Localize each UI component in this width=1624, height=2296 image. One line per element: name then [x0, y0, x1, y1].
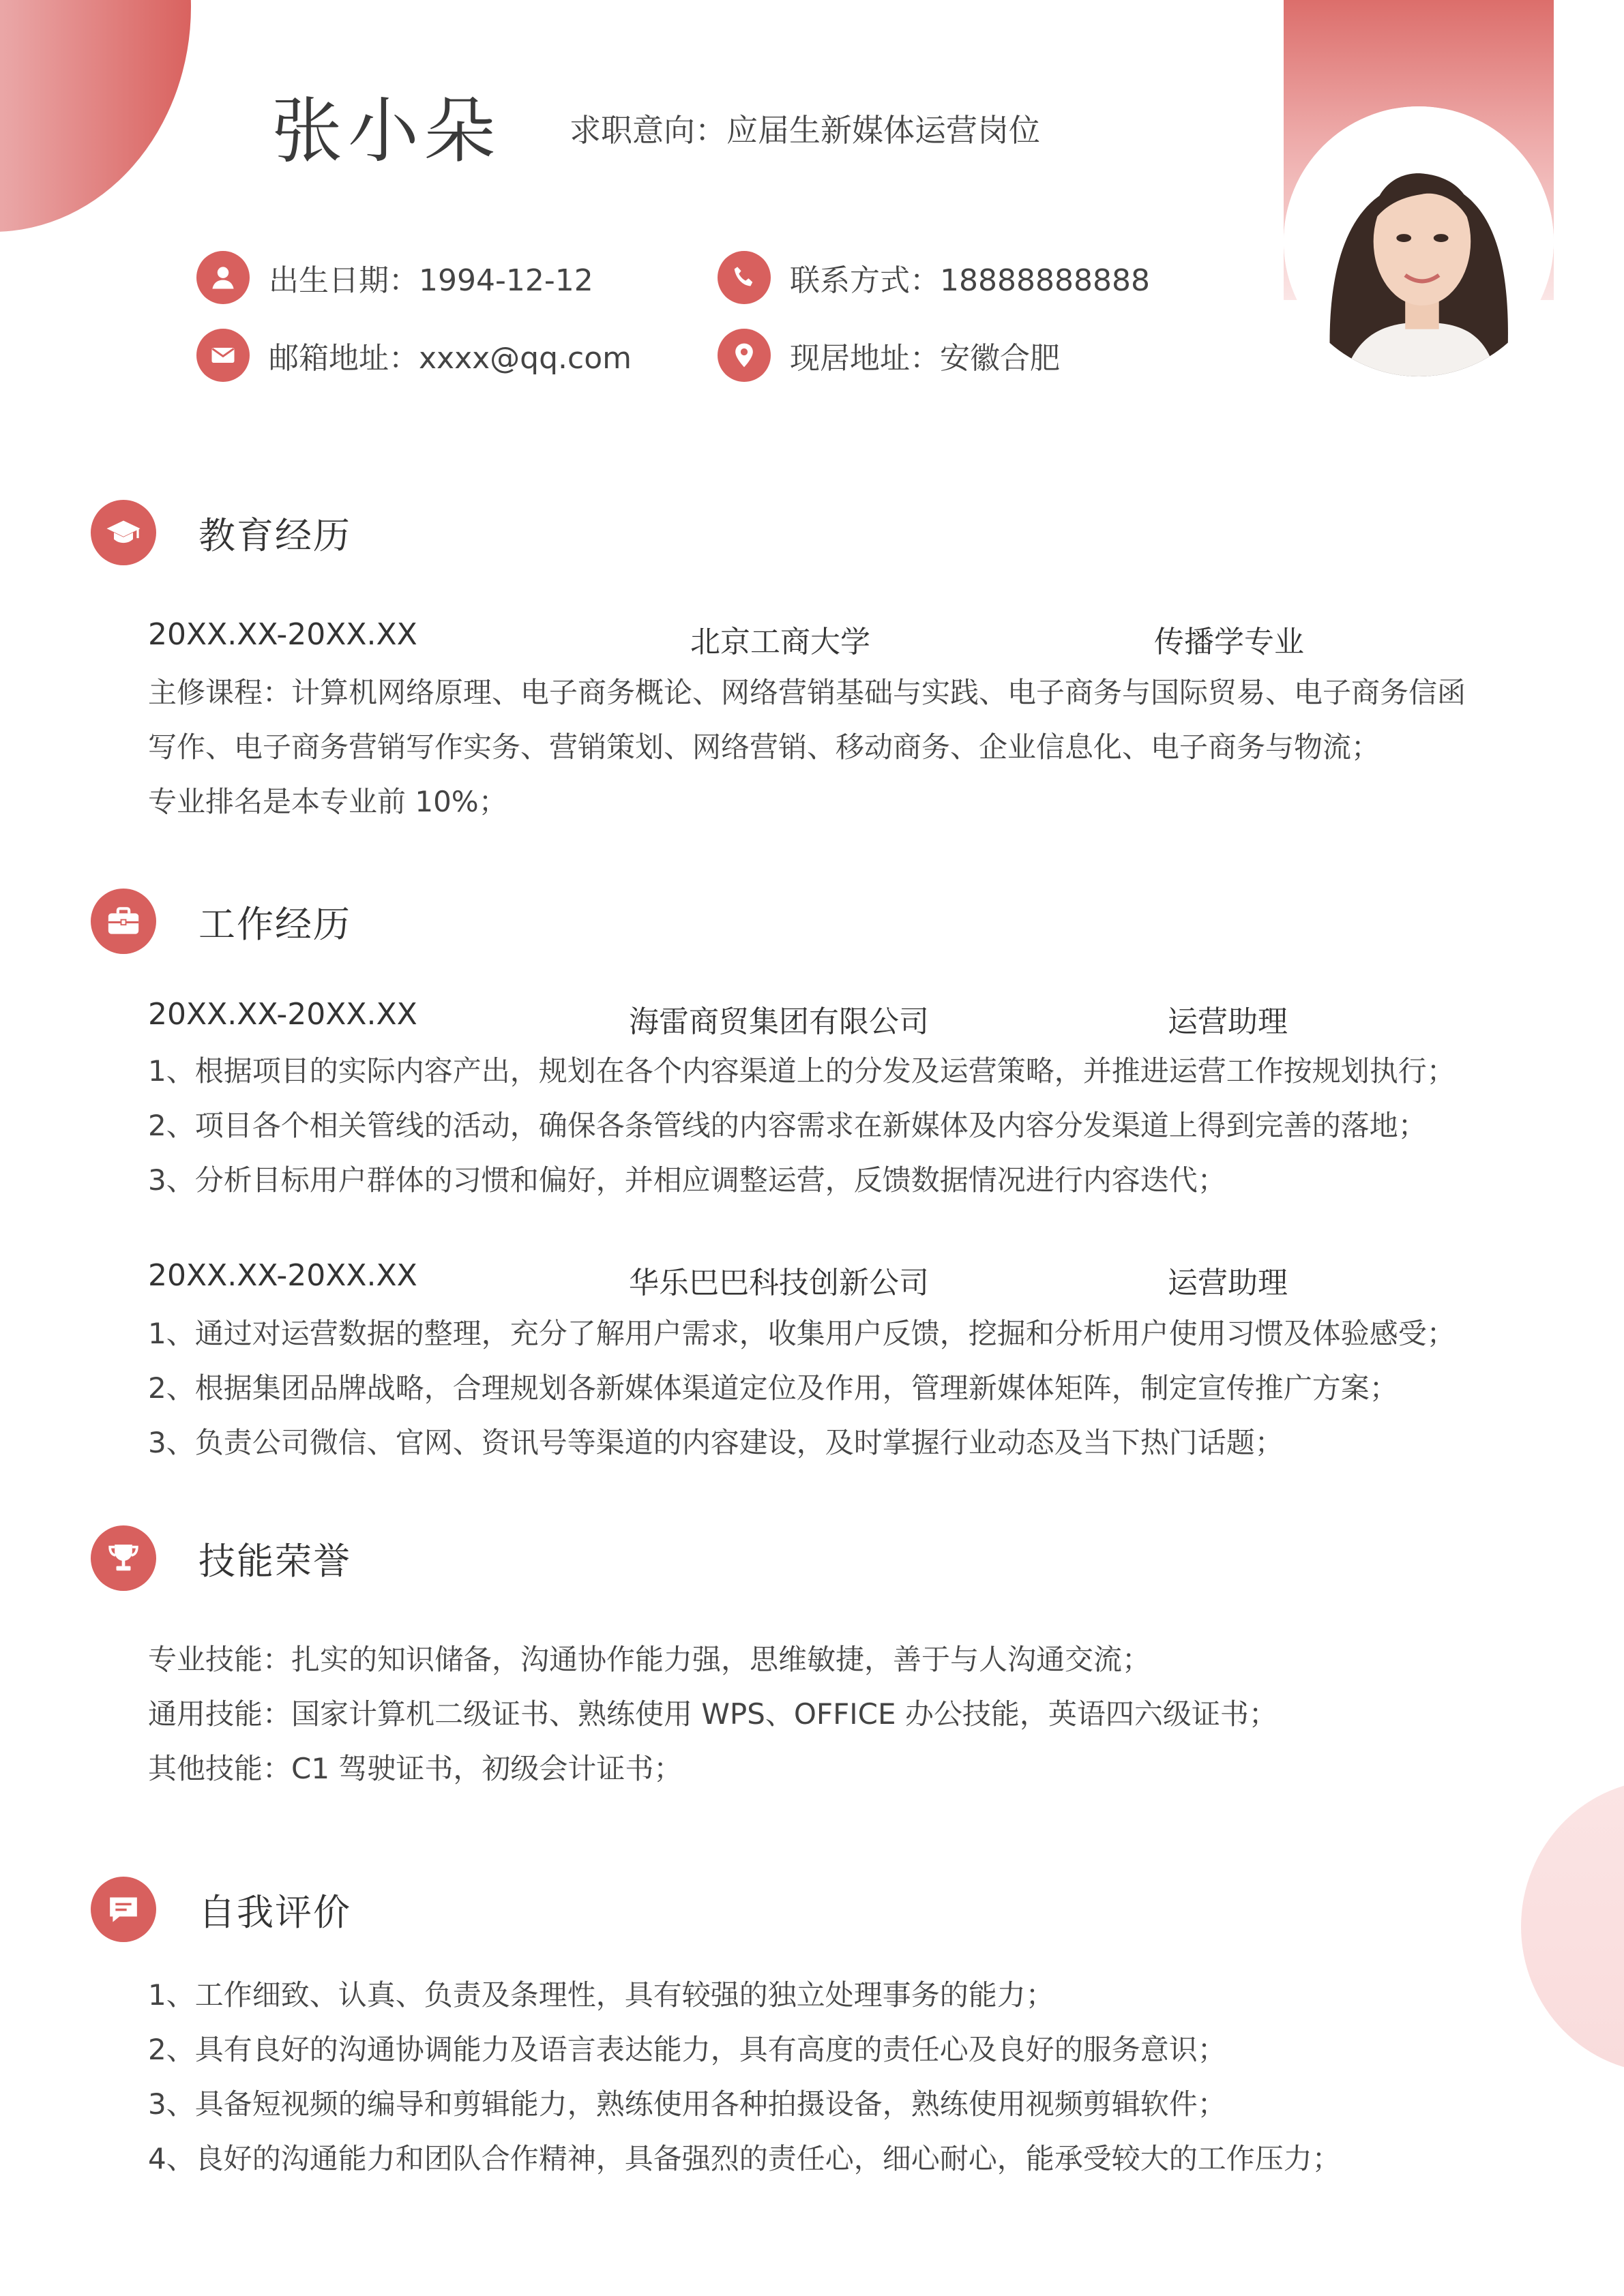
job-line: 1、根据项目的实际内容产出，规划在各个内容渠道上的分发及运营策略，并推进运营工作按规划执行； — [148, 1054, 1456, 1088]
job-company: 华乐巴巴科技创新公司 — [629, 1266, 929, 1300]
education-date: 20XX.XX-20XX.XX — [148, 617, 417, 652]
job-line: 3、负责公司微信、官网、资讯号等渠道的内容建设，及时掌握行业动态及当下热门话题； — [148, 1426, 1284, 1459]
self-line: 2、具有良好的沟通协调能力及语言表达能力，具有高度的责任心及良好的服务意识； — [148, 2033, 1226, 2066]
job-date: 20XX.XX-20XX.XX — [148, 1258, 417, 1293]
job-company: 海雷商贸集团有限公司 — [629, 1004, 929, 1039]
education-row — [148, 617, 1376, 658]
address-text: 现居地址：安徽合肥 — [790, 341, 1060, 376]
job-line: 3、分析目标用户群体的习惯和偏好，并相应调整运营，反馈数据情况进行内容迭代； — [148, 1163, 1226, 1197]
self-line: 1、工作细致、认真、负责及条理性，具有较强的独立处理事务的能力； — [148, 1978, 1054, 2012]
job-date: 20XX.XX-20XX.XX — [148, 997, 417, 1032]
briefcase-icon — [91, 889, 156, 954]
trophy-icon — [91, 1525, 156, 1591]
info-email — [196, 329, 632, 382]
job-line: 2、项目各个相关管线的活动，确保各条管线的内容需求在新媒体及内容分发渠道上得到完善的落地； — [148, 1109, 1427, 1142]
self-line: 3、具备短视频的编导和剪辑能力，熟练使用各种拍摄设备，熟练使用视频剪辑软件； — [148, 2087, 1226, 2121]
section-work-header — [91, 889, 351, 954]
job-role: 运营助理 — [1168, 1266, 1288, 1300]
section-education-header — [91, 500, 351, 565]
job-role: 运营助理 — [1168, 1004, 1288, 1039]
section-work-title: 工作经历 — [198, 902, 351, 946]
decor-circle-top-left — [0, 0, 191, 232]
job-row — [148, 997, 1376, 1038]
location-icon — [718, 329, 771, 382]
education-line: 主修课程：计算机网络原理、电子商务概论、网络营销基础与实践、电子商务与国际贸易、电子商务信函 — [148, 676, 1466, 709]
job-row — [148, 1258, 1376, 1299]
self-line: 4、良好的沟通能力和团队合作精神，具备强烈的责任心，细心耐心，能承受较大的工作压力； — [148, 2142, 1341, 2175]
info-phone — [718, 251, 1150, 304]
person-icon — [196, 251, 250, 304]
skills-line: 其他技能：C1 驾驶证书，初级会计证书； — [148, 1752, 683, 1785]
info-address — [718, 329, 1060, 382]
phone-icon — [718, 251, 771, 304]
education-line: 写作、电子商务营销写作实务、营销策划、网络营销、移动商务、企业信息化、电子商务与物流； — [148, 730, 1381, 764]
section-self-title: 自我评价 — [198, 1890, 351, 1934]
education-school: 北京工商大学 — [690, 625, 870, 659]
skills-line: 专业技能：扎实的知识储备，沟通协作能力强，思维敏捷，善于与人沟通交流； — [148, 1643, 1151, 1676]
section-skills-header — [91, 1525, 351, 1591]
chat-icon — [91, 1877, 156, 1942]
section-skills-title: 技能荣誉 — [198, 1539, 351, 1583]
candidate-name: 张小朵 — [271, 89, 501, 173]
section-education-title: 教育经历 — [198, 513, 351, 557]
job-intent: 求职意向：应届生新媒体运营岗位 — [570, 112, 1040, 149]
education-major: 传播学专业 — [1154, 625, 1304, 659]
job-line: 2、根据集团品牌战略，合理规划各新媒体渠道定位及作用，管理新媒体矩阵，制定宣传推广方案； — [148, 1371, 1398, 1405]
job-line: 1、通过对运营数据的整理，充分了解用户需求，收集用户反馈，挖掘和分析用户使用习惯及体验感受； — [148, 1317, 1456, 1350]
skills-line: 通用技能：国家计算机二级证书、熟练使用 WPS、OFFICE 办公技能，英语四六级证书； — [148, 1697, 1278, 1731]
email-text: 邮箱地址：xxxx@qq.com — [269, 341, 632, 376]
info-birth — [196, 251, 593, 304]
phone-text: 联系方式：18888888888 — [790, 263, 1150, 298]
section-self-header — [91, 1877, 351, 1942]
mail-icon — [196, 329, 250, 382]
birth-text: 出生日期：1994-12-12 — [269, 263, 593, 298]
graduation-cap-icon — [91, 500, 156, 565]
education-line: 专业排名是本专业前 10%； — [148, 785, 507, 818]
decor-circle-bottom-right — [1521, 1780, 1624, 2073]
profile-photo — [1284, 106, 1554, 376]
